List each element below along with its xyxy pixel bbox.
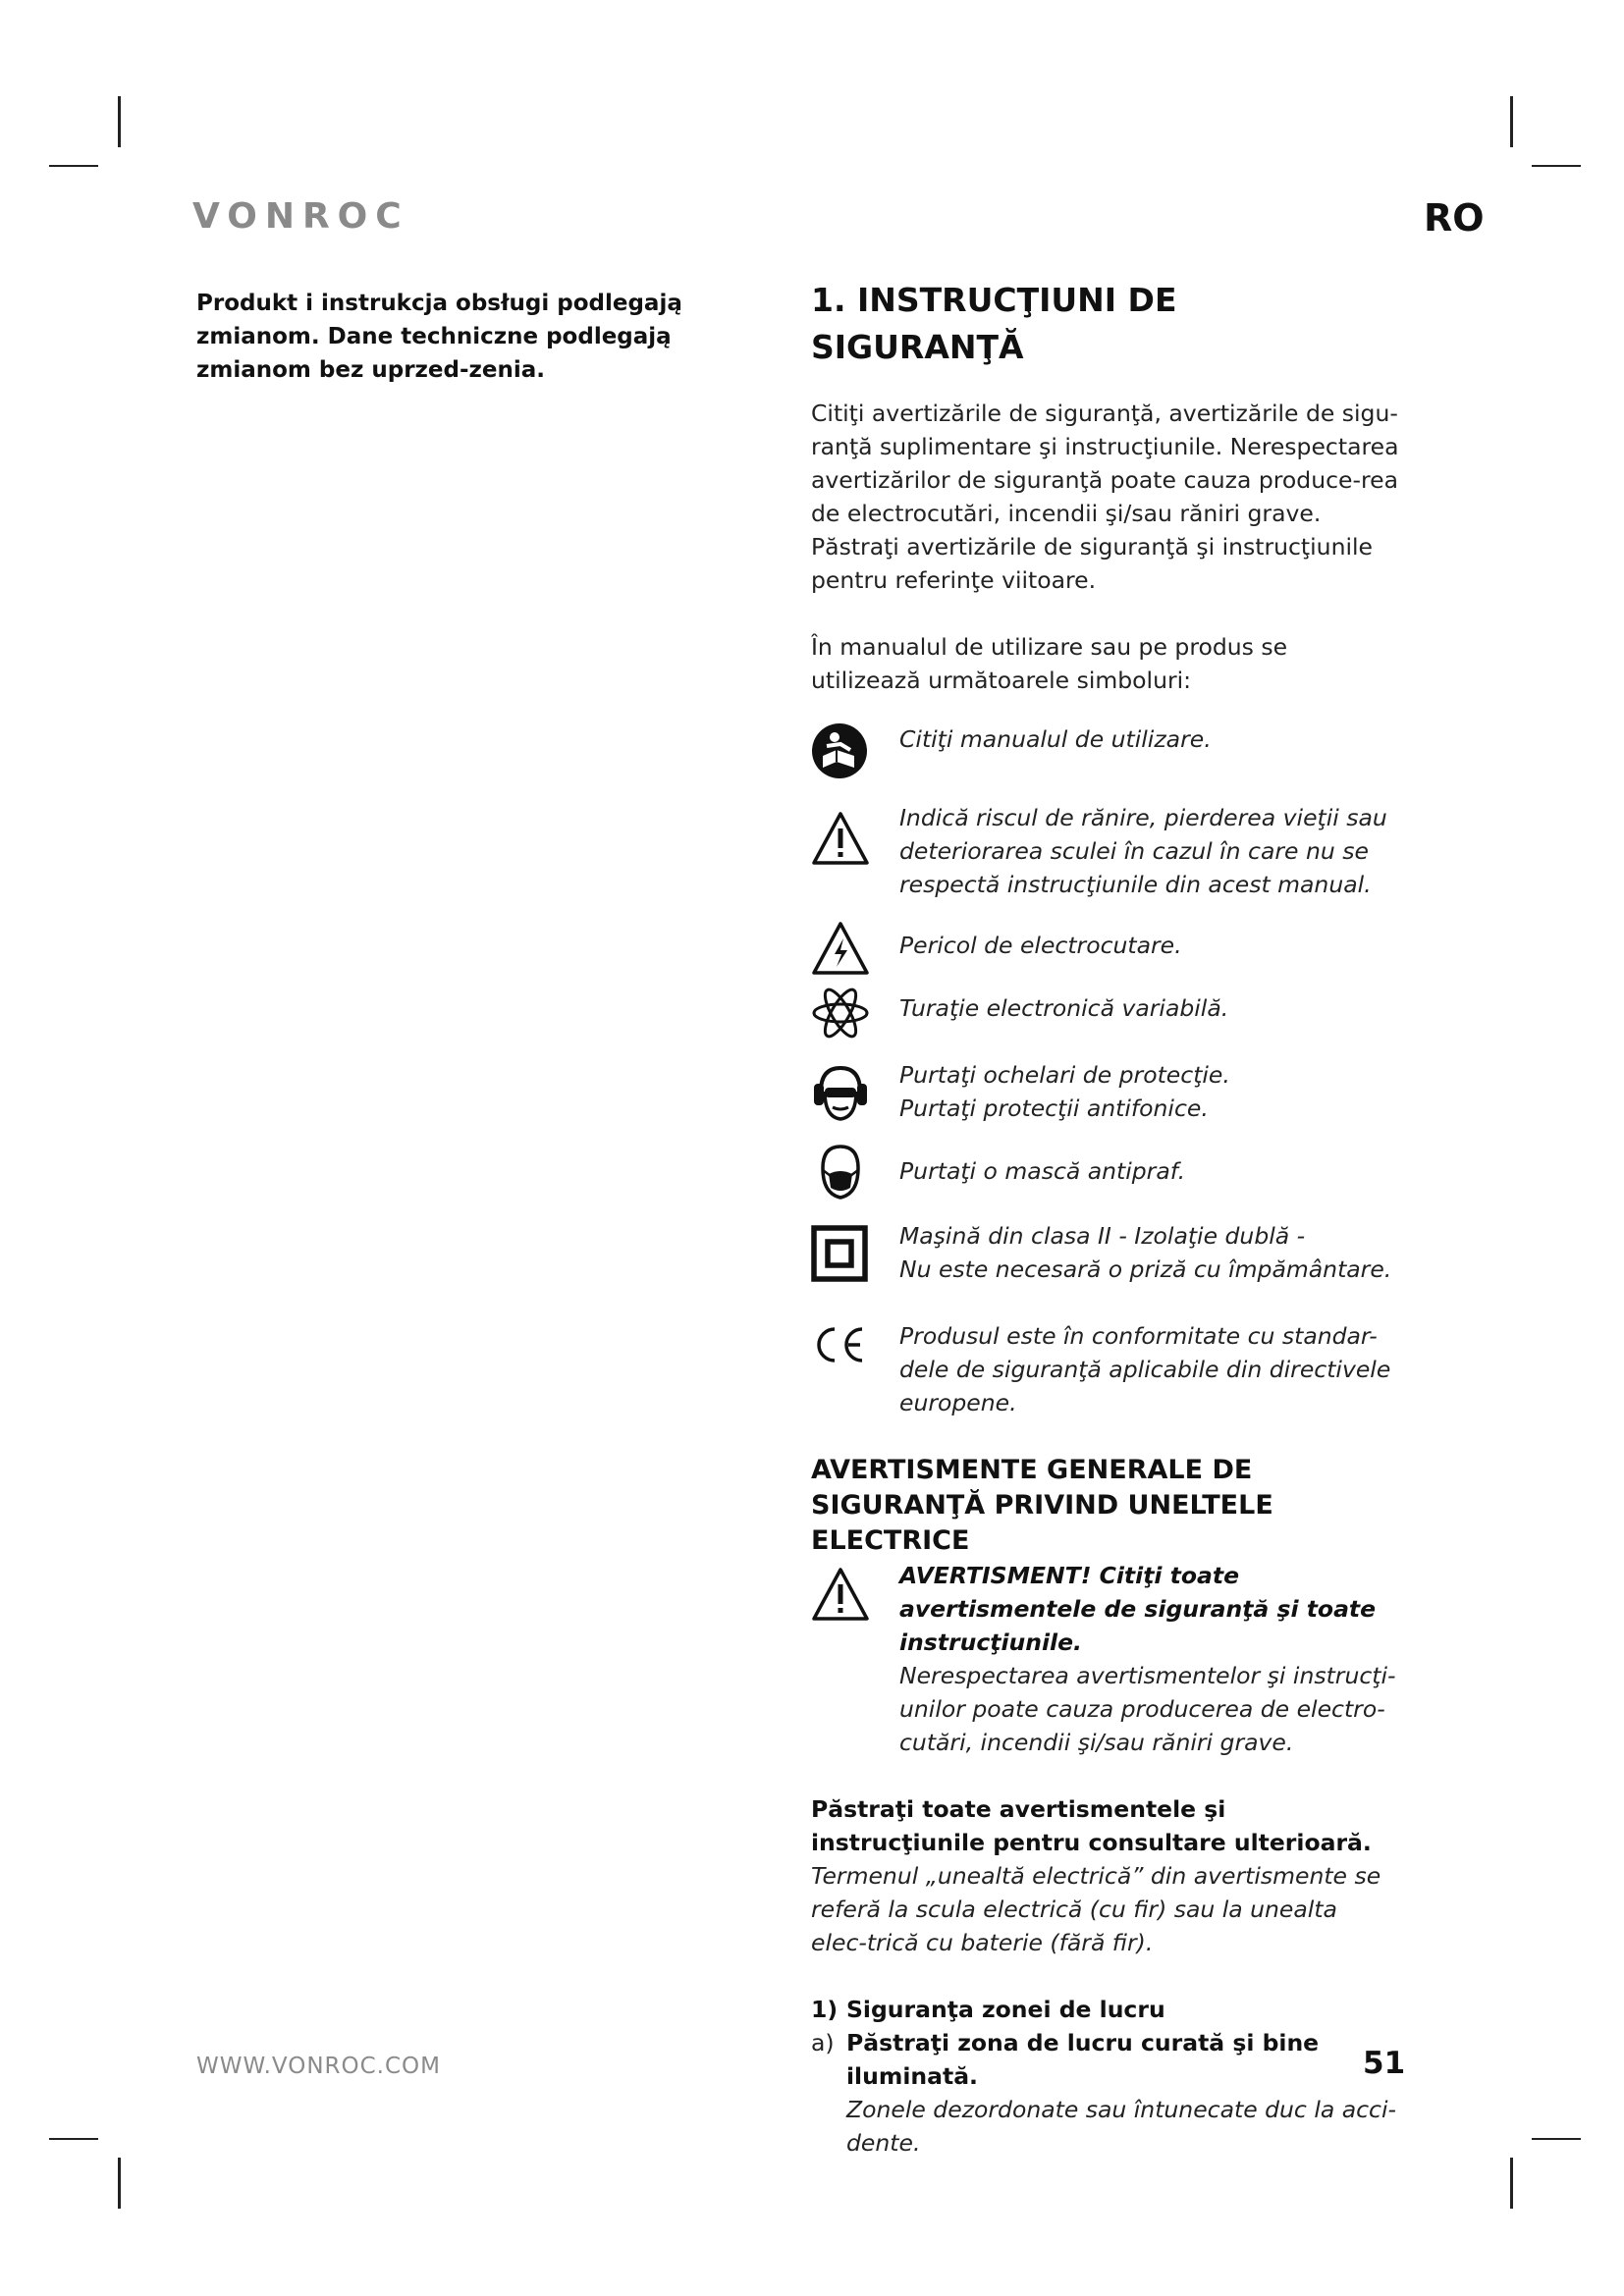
item-text: Zonele dezordonate sau întunecate duc la acci-dente. (846, 2096, 1396, 2157)
symbol-row (811, 921, 1400, 976)
symbol-text: Citiţi manualul de utilizare. (899, 725, 1212, 753)
crop-mark (49, 2138, 98, 2140)
keep-instructions-bold: Păstraţi toate avertismentele şi instrucţiunile pentru consultare ulterioară. (811, 1795, 1372, 1856)
symbol-text: Indică riscul de rănire, pierderea vieţii sau deteriorarea sculei în cazul în care nu se respectă instrucţiunile din acest manual. (899, 804, 1387, 898)
page-number: 51 (1363, 2046, 1406, 2081)
symbol-text: Maşină din clasa II - Izolaţie dublă - Nu este necesară o priză cu împământare. (899, 1222, 1392, 1283)
warning-triangle-icon (811, 1567, 870, 1622)
crop-mark (118, 2158, 121, 2209)
work-area-heading (811, 1993, 1400, 2026)
crop-mark (1532, 2138, 1581, 2140)
symbols-intro: În manualul de utilizare sau pe produs se utilizează următoarele simboluri: (811, 633, 1288, 694)
symbol-text: Purtaţi ochelari de protecţie. Purtaţi protecţii antifonice. (899, 1061, 1230, 1122)
warning-text: Nerespectarea avertismentelor şi instrucţi-unilor poate cauza producerea de electro-cutări, incendii şi/sau răniri grave. (899, 1662, 1396, 1756)
variable-speed-icon (811, 986, 870, 1041)
symbol-text: Produsul este în conformitate cu standar-dele de siguranţă aplicabile din directivele europene. (899, 1322, 1391, 1416)
crop-mark (1532, 165, 1581, 167)
symbol-row (811, 722, 1400, 779)
symbol-row (811, 1141, 1400, 1201)
language-code: RO (1424, 196, 1485, 240)
symbol-row (811, 1319, 1400, 1419)
ce-mark-icon (811, 1325, 870, 1364)
crop-mark (49, 165, 98, 167)
crop-mark (118, 96, 121, 147)
crop-mark (1510, 2158, 1513, 2209)
class-ii-icon (811, 1225, 868, 1282)
dust-mask-icon (811, 1141, 870, 1201)
warning-triangle-icon (811, 811, 870, 866)
symbol-text: Turaţie electronică variabilă. (899, 994, 1229, 1022)
intro-paragraph: Citiţi avertizările de siguranţă, avertizările de sigu-ranţă suplimentare şi instrucţiunile. Nerespectarea avertizărilor de siguranţă poate cauza produce-rea de electrocutări, incendii şi/sau răniri grave. Păstraţi avertizările de siguranţă şi instrucţiunile pentru referinţe viitoare. (811, 400, 1399, 594)
electric-shock-icon (811, 921, 870, 976)
symbol-row (811, 1058, 1400, 1125)
crop-mark (1510, 96, 1513, 147)
symbol-row (811, 986, 1400, 1041)
goggles-ear-protection-icon (811, 1062, 870, 1123)
main-column (811, 277, 1400, 2160)
list-number: 1) (811, 1996, 839, 2023)
general-warning-block (811, 1559, 1400, 1759)
list-item (811, 2026, 1400, 2160)
list-title: Siguranţa zonei de lucru (846, 1996, 1165, 2023)
symbol-row (811, 1219, 1400, 1286)
left-note: Produkt i instrukcja obsługi podlegają zmianom. Dane techniczne podlegają zmianom bez uprzed-zenia. (196, 291, 682, 383)
list-letter: a) (811, 2029, 835, 2056)
item-bold-text: Păstraţi zona de lucru curată şi bine iluminată. (846, 2029, 1320, 2090)
general-warnings-title: AVERTISMENTE GENERALE DE SIGURANŢĂ PRIVIND UNELTELE ELECTRICE (811, 1455, 1273, 1556)
brand-logo: VONROC (192, 196, 409, 237)
footer-url: WWW.VONROC.COM (196, 2054, 441, 2079)
read-manual-icon (811, 722, 868, 779)
keep-instructions-text: Termenul „unealtă electrică” din avertismente se referă la scula electrică (cu fir) sau la unealta elec-trică cu baterie (fără fir). (811, 1862, 1381, 1956)
symbol-text: Purtaţi o mască antipraf. (899, 1157, 1186, 1185)
symbol-row (811, 801, 1400, 901)
symbol-text: Pericol de electrocutare. (899, 932, 1182, 959)
warning-bold-text: AVERTISMENT! Citiţi toate avertismentele de siguranţă şi toate instrucţiunile. (899, 1562, 1377, 1656)
section-title: 1. INSTRUCŢIUNI DE SIGURANŢĂ (811, 281, 1177, 366)
